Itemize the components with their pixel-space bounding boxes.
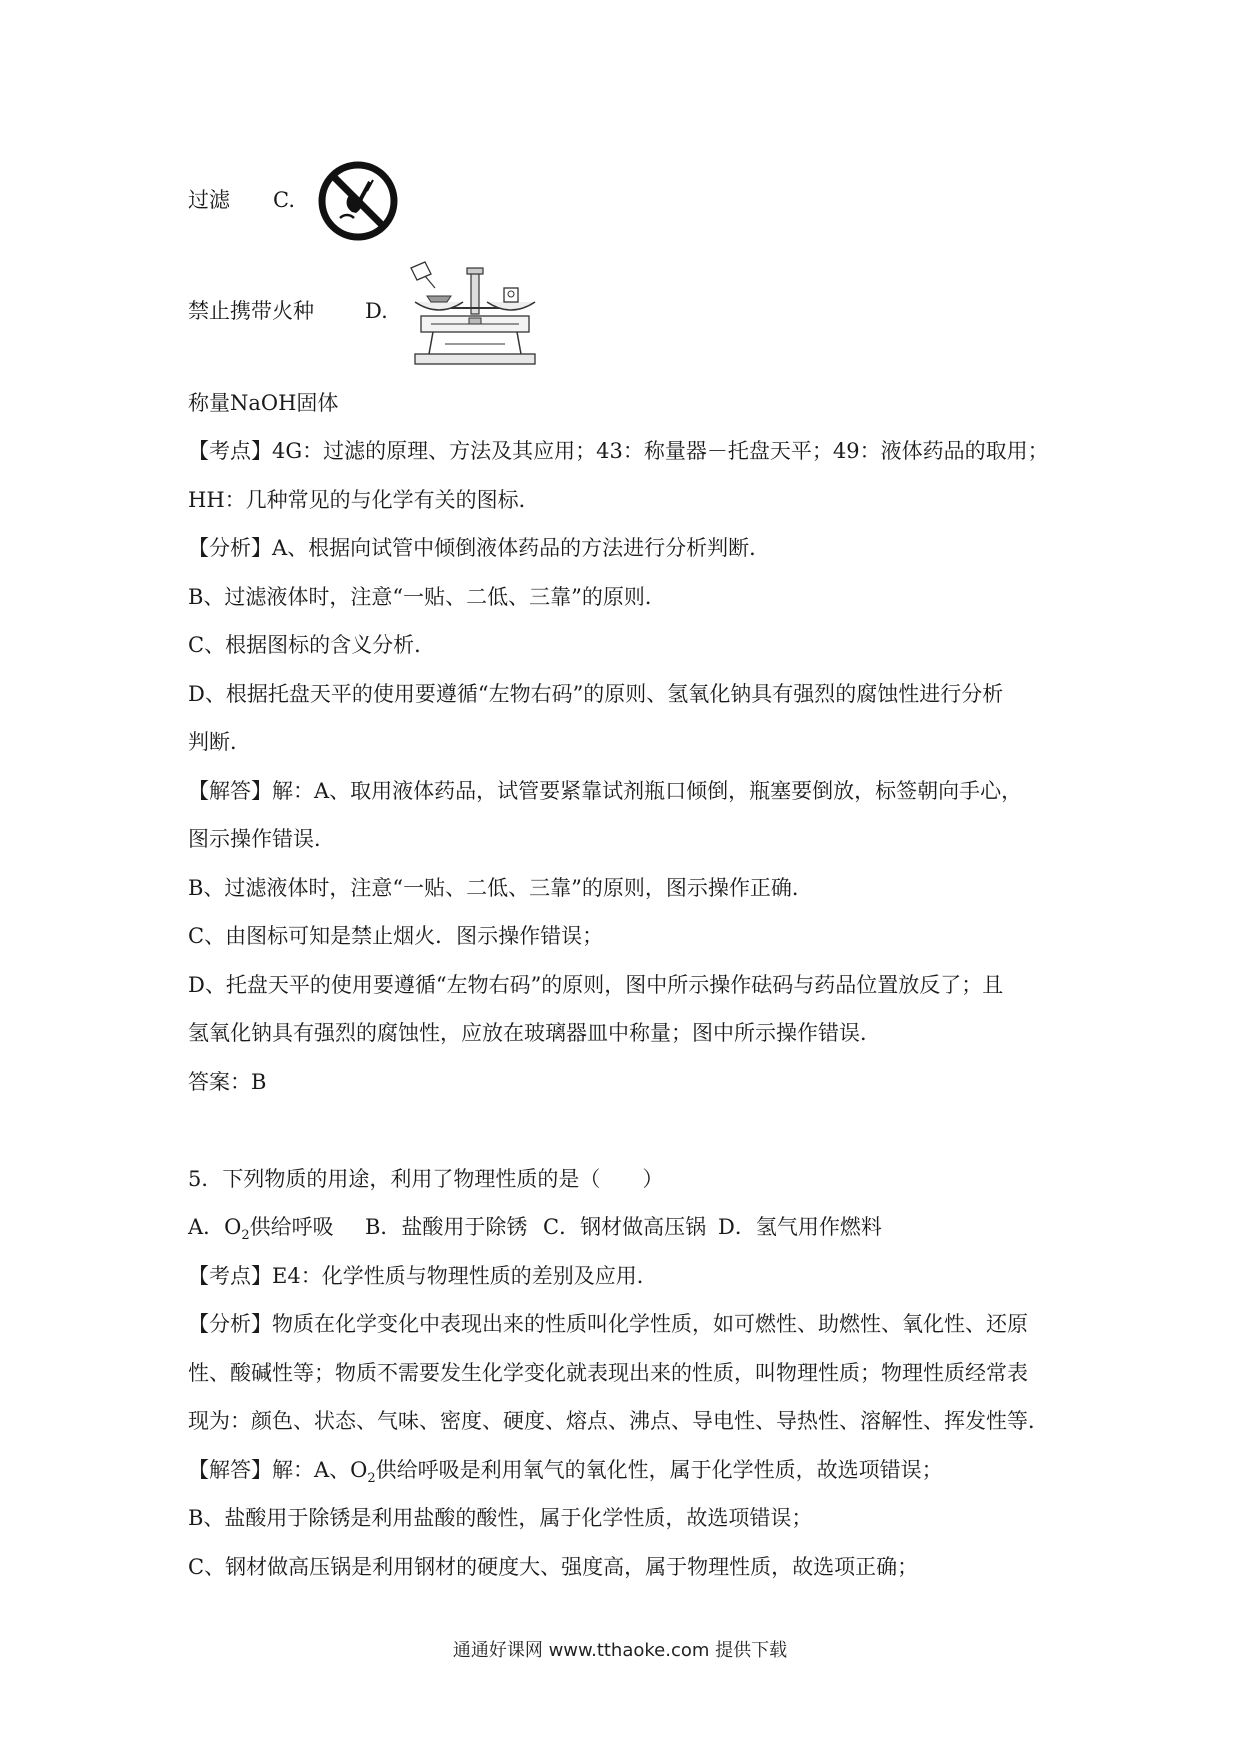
q4-fenxi-line-2: B、过滤液体时，注意“一贴、二低、三靠”的原则． [188,585,666,609]
q4-fenxi-line-4: D、根据托盘天平的使用要遵循“左物右码”的原则、氢氧化钠具有强烈的腐蚀性进行分析 [188,682,1004,706]
no-fire-sign-icon [318,160,398,242]
option-b-caption: 过滤 [188,188,230,212]
q5-option-a: A．$O_2$供给呼吸 [188,1215,334,1244]
q5-jieda-line-3: C、钢材做高压锅是利用钢材的硬度大、强度高，属于物理性质，故选项正确； [188,1555,919,1579]
q5-jieda-line-1: 【解答】解：A、$O_2$供给呼吸是利用氧气的氧化性，属于化学性质，故选项错误； [188,1458,943,1487]
q5-kaodian: 【考点】E4：化学性质与物理性质的差别及应用． [188,1264,658,1288]
q5-question: 5．下列物质的用途，利用了物理性质的是（ ） [188,1167,664,1191]
q5-fenxi-line-1: 【分析】物质在化学变化中表现出来的性质叫化学性质，如可燃性、助燃性、氧化性、还原 [188,1312,1028,1336]
q4-answer: 答案：B [188,1070,267,1094]
q5-jieda-line-2: B、盐酸用于除锈是利用盐酸的酸性，属于化学性质，故选项错误； [188,1506,813,1530]
q4-fenxi-line-5: 判断． [188,730,251,754]
q4-jieda-line-5: D、托盘天平的使用要遵循“左物右码”的原则，图中所示操作砝码与药品位置放反了；且 [188,973,1004,997]
q4-jieda-line-4: C、由图标可知是禁止烟火．图示操作错误； [188,924,604,948]
q4-fenxi-line-1: 【分析】A、根据向试管中倾倒液体药品的方法进行分析判断． [188,536,771,560]
q5-fenxi-line-3: 现为：颜色、状态、气味、密度、硬度、熔点、沸点、导电性、导热性、溶解性、挥发性等． [188,1409,1049,1433]
page-footer: 通通好课网 www.tthaoke.com 提供下载 [452,1640,788,1661]
q5-option-b: B．盐酸用于除锈 [365,1215,528,1239]
q5-option-c: C．钢材做高压锅 [543,1215,707,1239]
q4-jieda-line-1: 【解答】解：A、取用液体药品，试管要紧靠试剂瓶口倾倒，瓶塞要倒放，标签朝向手心， [188,779,1023,803]
q4-fenxi-line-3: C、根据图标的含义分析． [188,633,436,657]
q4-jieda-line-3: B、过滤液体时，注意“一贴、二低、三靠”的原则，图示操作正确． [188,876,813,900]
q4-kaodian-line-2: HH：几种常见的与化学有关的图标． [188,488,540,512]
option-c-caption: 禁止携带火种 [188,299,314,323]
option-d-label: D. [365,299,388,323]
option-c-label: C. [273,188,295,212]
option-d-caption: 称量NaOH固体 [188,391,339,415]
q5-fenxi-line-2: 性、酸碱性等；物质不需要发生化学变化就表现出来的性质，叫物理性质；物理性质经常表 [188,1361,1028,1385]
q5-option-d: D．氢气用作燃料 [718,1215,882,1239]
q4-kaodian-line-1: 【考点】4G：过滤的原理、方法及其应用；43：称量器－托盘天平；49：液体药品的取用； [188,439,1049,463]
q4-jieda-line-2: 图示操作错误． [188,827,335,851]
balance-scale-icon [405,258,545,370]
q4-jieda-line-6: 氢氧化钠具有强烈的腐蚀性，应放在玻璃器皿中称量；图中所示操作错误． [188,1021,881,1045]
